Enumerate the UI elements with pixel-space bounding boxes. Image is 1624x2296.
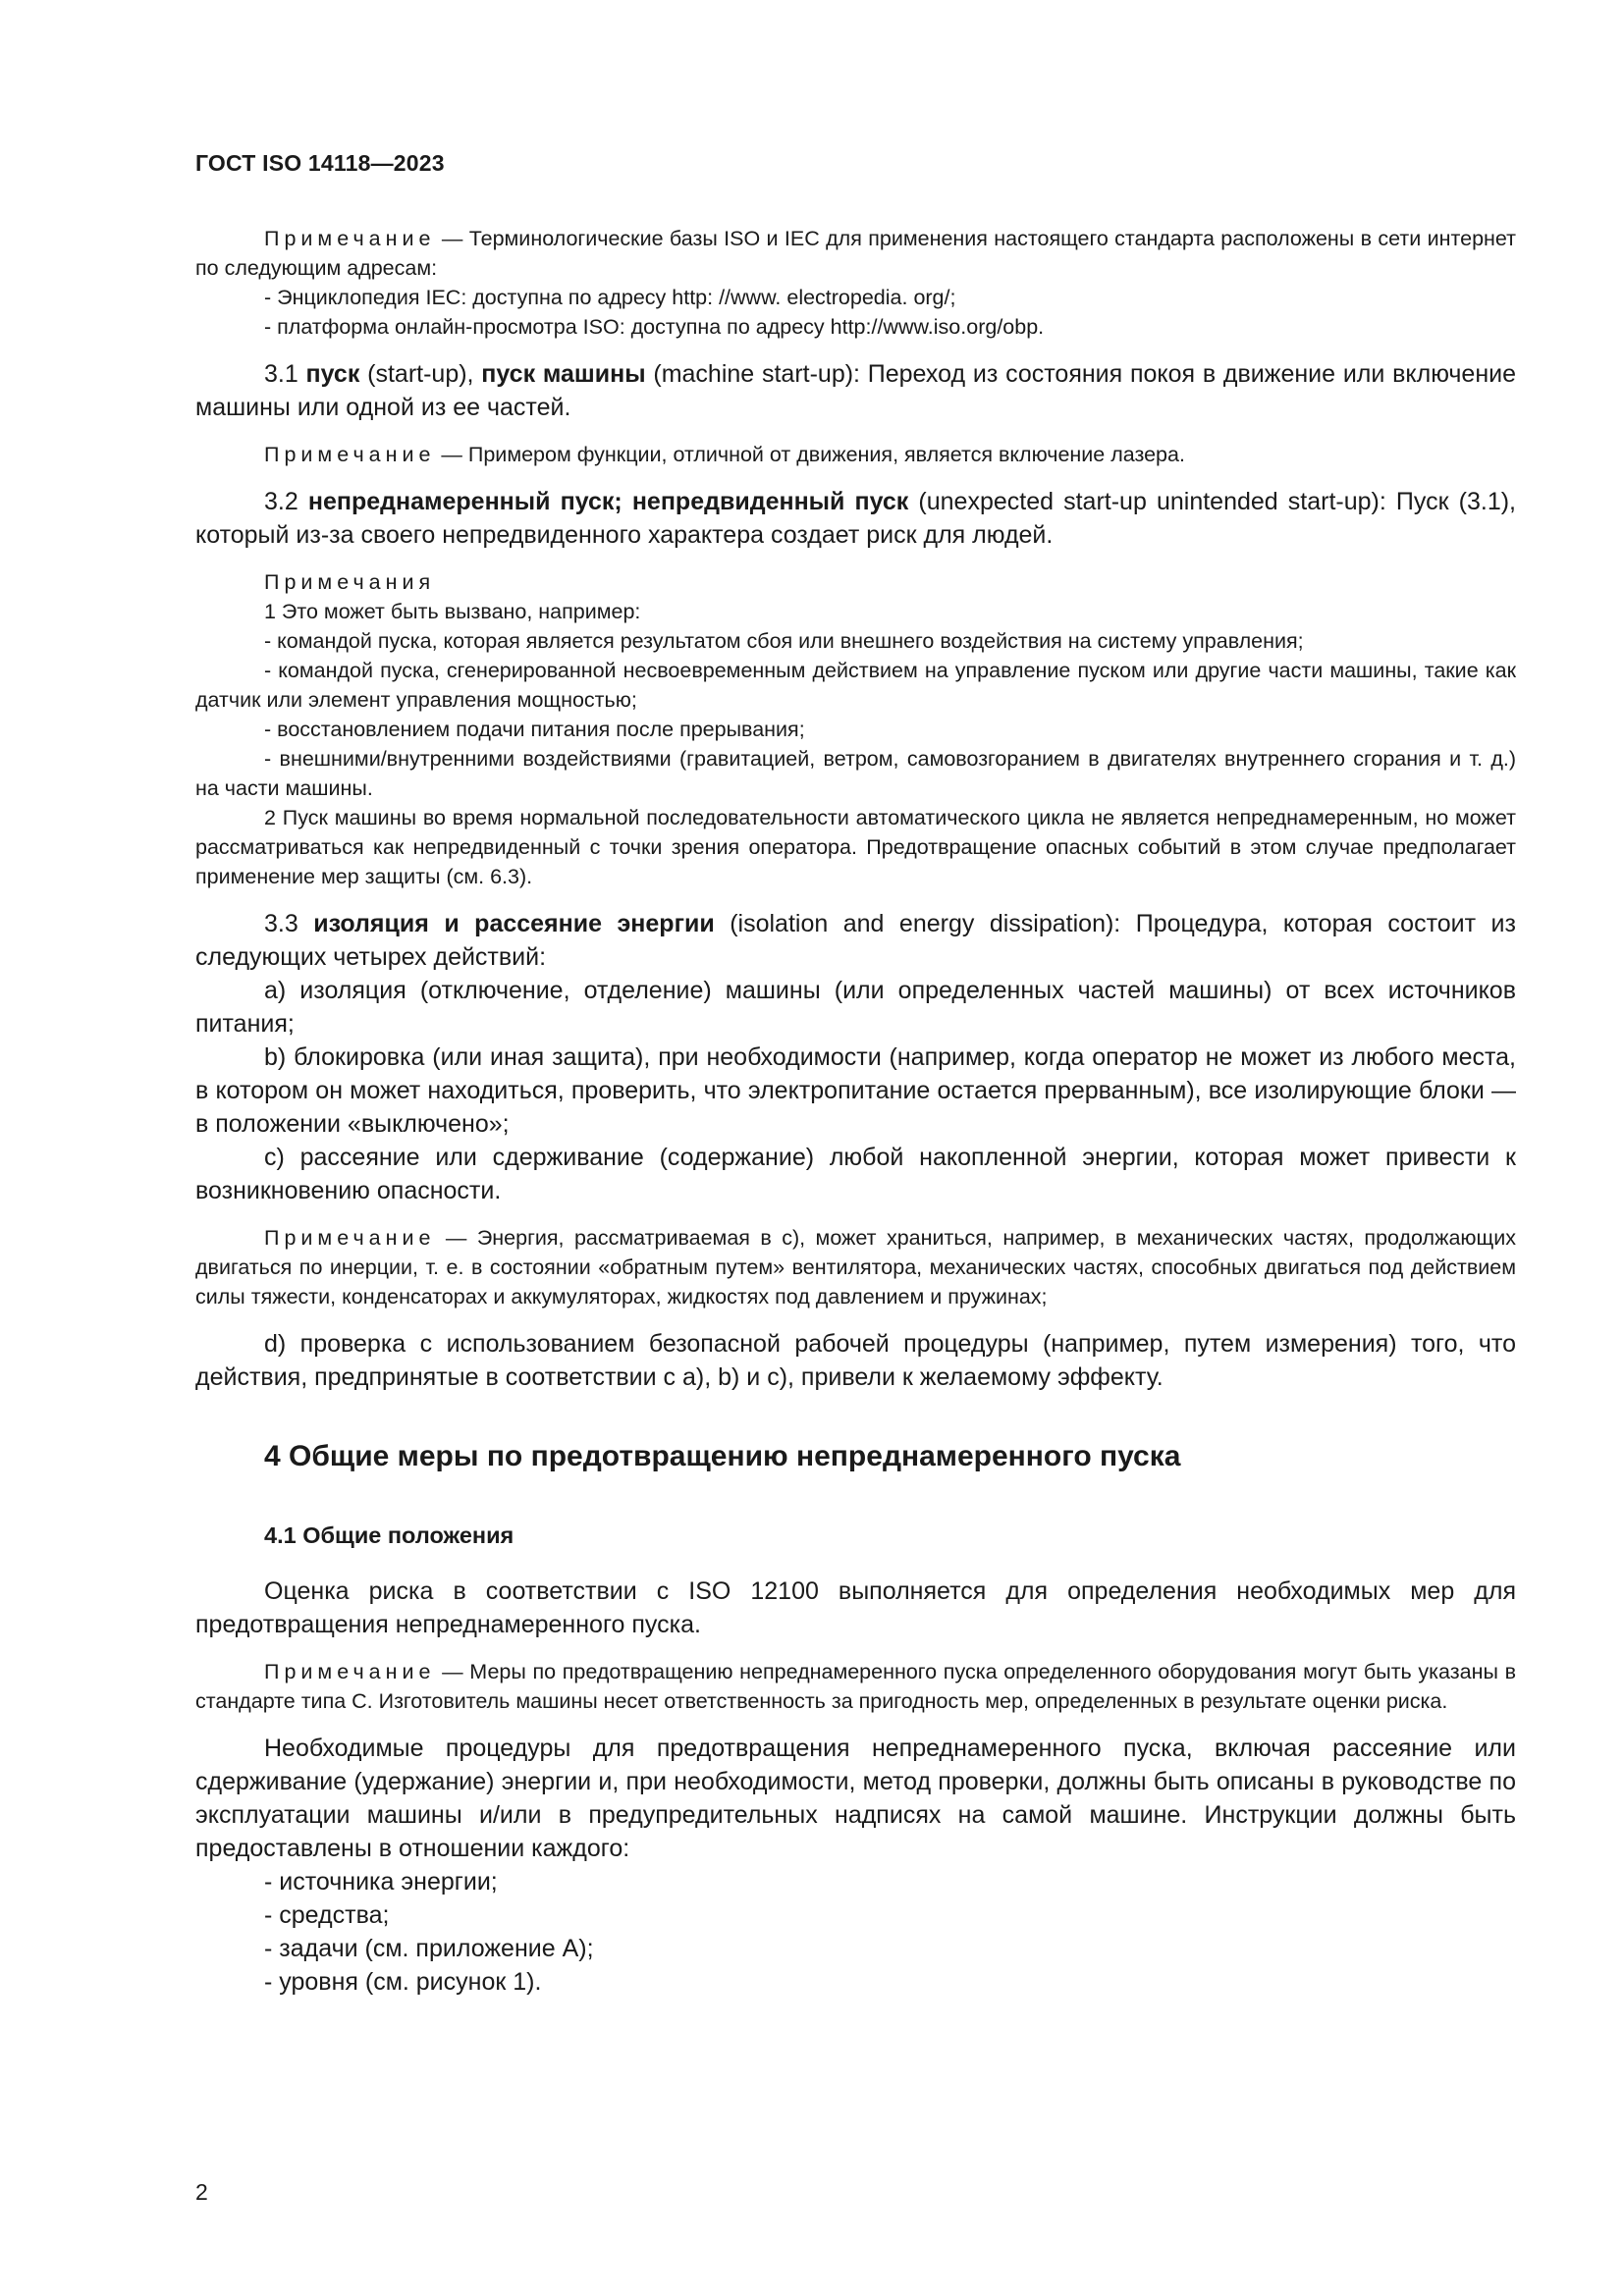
paragraph: Оценка риска в соответствии с ISO 12100 выполняется для определения необходимых мер для предотвращения непреднамеренного пуска.: [195, 1577, 1516, 1638]
note-text: — Меры по предотвращению непреднамеренного пуска определенного оборудования могут быть указаны в стандарте типа С. Изготовитель машины несет ответственность за пригодность мер, определенных в результате оценки риска.: [195, 1660, 1516, 1713]
term-number: 3.2: [264, 488, 308, 515]
note-3-1: [195, 440, 1516, 469]
list-item: - Энциклопедия IEC: доступна по адресу http: //www. electropedia. org/;: [264, 286, 956, 309]
list-item: - задачи (см. приложение А);: [264, 1935, 594, 1962]
note-text: — Примером функции, отличной от движения, является включение лазера.: [435, 443, 1185, 466]
note-item: 2 Пуск машины во время нормальной последовательности автоматического цикла не является непреднамеренным, но может рассматриваться как непредвиденный с точки зрения оператора. Предотвращение опасных событий в этом случае предполагает применение мер защиты (см. 6.3).: [195, 806, 1516, 888]
term-number: 3.1: [264, 360, 306, 388]
list-item: d) проверка с использованием безопасной рабочей процедуры (например, путем измерения) того, что действия, предпринятые в соответствии с a), b) и c), привели к желаемому эффекту.: [195, 1330, 1516, 1391]
note-item: - командой пуска, которая является результатом сбоя или внешнего воздействия на систему управления;: [264, 629, 1304, 653]
list-item: c) рассеяние или сдерживание (содержание) любой накопленной энергии, которая может привести к возникновению опасности.: [195, 1144, 1516, 1204]
note-label: Примечание: [264, 1226, 436, 1250]
note-terminology: [195, 224, 1516, 283]
term-title: пуск: [305, 360, 360, 388]
note-label: Примечание: [264, 443, 436, 466]
term-number: 3.3: [264, 910, 314, 937]
list-item: - средства;: [264, 1901, 390, 1929]
note-label: Примечание: [264, 1660, 436, 1683]
term-title: пуск машины: [481, 360, 646, 388]
note-4-1: [195, 1657, 1516, 1716]
note-text: — Энергия, рассматриваемая в c), может храниться, например, в механических частях, продолжающих двигаться по инерции, т. е. в состоянии «обратным путем» вентилятора, механических частях, способных двигаться под действием силы тяжести, конденсаторах и аккумуляторах, жидкостях под давлением и пружинах;: [195, 1226, 1516, 1308]
notes-label: Примечания: [264, 570, 436, 594]
note-text: — Терминологические базы ISO и IEC для применения настоящего стандарта расположены в сети интернет по следующим адресам:: [195, 227, 1516, 280]
note-label: Примечание: [264, 227, 436, 250]
section-heading: 4 Общие меры по предотвращению непреднамеренного пуска: [264, 1440, 1181, 1472]
term-definition: (unexpected start-up unintended start-up): Пуск (3.1), который из-за своего непредвиденного характера создает риск для людей.: [195, 488, 1516, 549]
document-header: ГОСТ ISO 14118—2023: [195, 150, 445, 176]
note-item: - восстановлением подачи питания после прерывания;: [264, 718, 805, 741]
document-body: [195, 224, 1516, 1999]
term-english: (start-up),: [359, 360, 482, 388]
list-item: - уровня (см. рисунок 1).: [264, 1968, 542, 1996]
note-item: 1 Это может быть вызвано, например:: [264, 600, 641, 623]
note-3-3: [195, 1223, 1516, 1311]
subsection-heading: 4.1 Общие положения: [264, 1522, 514, 1548]
term-title: непреднамеренный пуск; непредвиденный пуск: [307, 488, 909, 515]
paragraph: Необходимые процедуры для предотвращения непреднамеренного пуска, включая рассеяние или сдерживание (удержание) энергии и, при необходимости, метод проверки, должны быть описаны в руководстве по эксплуатации машины и/или в предупредительных надписях на самой машине. Инструкции должны быть предоставлены в отношении каждого:: [195, 1735, 1516, 1862]
list-item: a) изоляция (отключение, отделение) машины (или определенных частей машины) от всех источников питания;: [195, 977, 1516, 1038]
note-item: - командой пуска, сгенерированной несвоевременным действием на управление пуском или другие части машины, такие как датчик или элемент управления мощностью;: [195, 659, 1516, 712]
list-item: - платформа онлайн-просмотра ISO: доступна по адресу http://www.iso.org/obp.: [264, 315, 1045, 339]
term-3-3: [195, 907, 1516, 974]
term-title: изоляция и рассеяние энергии: [313, 910, 715, 937]
list-item: - источника энергии;: [264, 1868, 498, 1896]
list-item: b) блокировка (или иная защита), при необходимости (например, когда оператор не может из любого места, в котором он может находиться, проверить, что электропитание остается прерванным), все изолирующие блоки — в положении «выключено»;: [195, 1043, 1516, 1138]
page-number: 2: [195, 2179, 208, 2205]
term-3-2: [195, 485, 1516, 552]
term-definition: (isolation and energy dissipation): Процедура, которая состоит из следующих четырех действий:: [195, 910, 1516, 971]
term-definition: (machine start-up): Переход из состояния покоя в движение или включение машины или одной из ее частей.: [195, 360, 1517, 421]
term-3-1: [195, 357, 1516, 424]
note-item: - внешними/внутренними воздействиями (гравитацией, ветром, самовозгоранием в двигателях внутреннего сгорания и т. д.) на части машины.: [195, 747, 1516, 800]
